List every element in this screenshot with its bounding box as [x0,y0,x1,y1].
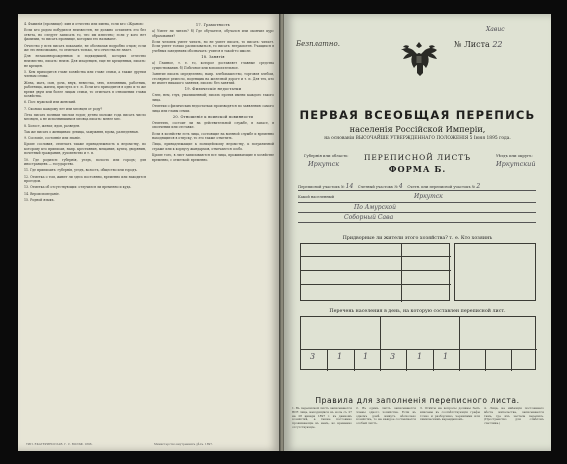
table-rule [301,284,451,285]
household-info-table [300,243,450,301]
instruction-paragraph: Лета писать полным числом годов; детям моложе года писать число месяцев, а не исполнившимся месяца писать: менее мес. [24,112,146,122]
instruction-paragraph: 10. Где родился: губернія, уездъ, волость или городъ; для иностранцевъ — государство. [24,157,146,167]
instruction-paragraph: 13. Отметка об отсутствующих: отлучился ли временно и куда. [24,185,132,190]
instruction-paragraph: а) Умеет ли читать? б) Где обучается, обучался или окончил курс образования? [152,29,274,38]
table-rule [301,270,451,271]
rules-column: 1. Въ переписной листъ записываются ВСЕ лица, находящіяся въ ночь съ 27 на 28 января 1897 г. въ данномъ хозяйствѣ, а также постоянно проживающіе въ немъ, но временно отсутствующіе. [292,407,352,429]
table-rule [459,317,460,371]
table-rule [327,349,328,371]
counting-district-label: Счетный участокъ № [357,185,398,189]
house-value: Соборный Сава [344,214,394,221]
instruction-paragraph: 5. Кем приходится главе хозяйства или главе семьи, а также другим членам семьи. [24,69,146,79]
instruction-paragraph: 11. Где приписанъ: губернія, уездъ, волость, общество или городъ. [24,168,138,173]
instruction-paragraph: Кроме сословия, отмечать также принадлежность к ведомству, по которому кто приписан, напр. крестьянин, мещанин, купец, дворянин, почетный гражданин, духовенство и т. п. [24,142,146,156]
table-2-caption: Перечень населения в день, на которую составлен переписной лист. [329,309,506,314]
left-page-footer-left: ТИП. ЕКАТЕРИНОСЛАВ. Г. С. ВОЛЬФ. 1896. [26,442,93,446]
census-district-label: Переписной участокъ № [298,185,345,189]
census-form-page [284,14,551,451]
count-value: 1 [443,352,449,361]
settlement-label: Какой населенный [298,195,335,199]
table-rule [354,349,355,371]
section-heading: 18. Занятія [201,55,225,60]
document-subtitle: населенія Россійской Имперіи, [349,124,486,134]
instruction-paragraph: Жена, мать, сын, дочь, внук, невестка, зять, племянник, работник, работница, жилец, прислуга и т. п. Если кто приходится в одно и то же время двум или более лицам семьи, то отмечать в отношении главы хозяйства. [24,80,146,99]
instruction-paragraph: 12. Отметка о том, живет ли здесь постоянно, временно или находится проездом. [24,174,146,184]
instruction-paragraph: 6. Пол: мужской или женский. [24,100,77,105]
handwritten-top-note: Хавис [486,26,505,33]
left-page-column-1 [24,22,146,442]
instruction-paragraph: 4. Фамилія (прозвище): имя и отчество или имена, если кто «Жданов» [24,22,144,26]
instruction-paragraph: 9. Сословіе, состояніе или званіе. [24,136,81,140]
instruction-paragraph: Отчество у всех писать показаніе, не обозначая подробно отцов; если же это невозможно, то отмечать только, что отчества не знает. [24,43,146,53]
table-rule [301,349,537,350]
rule-line [298,202,536,203]
table-rule [401,244,402,302]
instruction-paragraph: 8. Холост, женат, вдов, разведен. [24,123,81,128]
street-value: По Амурской [354,204,397,211]
sheet-number-label: № Листа [454,40,490,49]
census-district-line [298,183,538,190]
form-type-heading: ФОРМА Б. [388,164,447,174]
left-page [18,14,281,451]
district-label: Уѣздъ или округъ: [496,153,533,158]
notes-box [454,243,536,301]
census-sheet-heading: ПЕРЕПИСНОЙ ЛИСТЪ [363,153,472,162]
governorate-label: Губернія или область: [304,153,349,158]
instruction-paragraph: Если в хозяйстве есть лица, состоящие на военной службе и временно находящиеся в отпуску, то это также отметить. [152,131,274,141]
section-heading: 19. Физическіе недостатки [184,87,242,92]
district-value: Иркутский [496,160,536,168]
instruction-paragraph: 14. Вероисповеданіе. [24,191,60,196]
rule-line [298,222,536,223]
instruction-paragraph: Отметить, состоит ли на действительной службе, в запасе, в ополчении или отставке. [152,120,274,130]
document-title: ПЕРВАЯ ВСЕОБЩАЯ ПЕРЕПИСЬ [299,108,536,122]
left-page-footer-right: Министерство внутреннихъ дѣлъ. 1897. [154,442,213,446]
left-page-text [24,22,275,442]
rules-title: Правила для заполненія переписного листа. [315,396,520,405]
instruction-paragraph: 7. Сколько каждому лет или месяцев от роду? [24,106,103,111]
counting-district-value: 4 [398,183,403,190]
table-rule [433,349,434,371]
table-rule [380,317,381,371]
instruction-paragraph: Если человек умеет читать, но не умеет писать, то писать: читает. Если умеет только расписываться, то писать: неграмотен. Учащихся в учебных заведениях обозначать: учится в такой-то школе. [152,39,274,53]
table-rule [511,349,512,371]
table-rule [485,349,486,371]
secondary-district-value: 2 [476,183,481,190]
left-page-column-2 [152,22,274,442]
section-heading: 20. Отношеніе к воинской повинности [172,114,254,119]
sheet-number-value: 22 [492,40,503,49]
rule-line [298,212,536,213]
section-heading: 17. Грамотность [195,23,231,27]
count-value: 1 [417,352,423,361]
instruction-paragraph: Слеп, нем, глух, умалишенный; писать против имени каждого такого лица. [152,93,274,102]
count-value: 1 [337,352,343,361]
rules-column: 4. Лица, не имѣющія постояннаго мѣста жительства, записываются тамъ, где ихъ застала перепись. (Пространство для отмѣтокъ счетчика.) [484,407,544,426]
legal-basis-line: на основаніи ВЫСОЧАЙШЕ УТВЕРЖДЕННАГО ПОЛОЖЕНІЯ 5 Іюня 1895 года. [324,136,511,141]
population-count-table [300,316,536,370]
count-value: 3 [390,352,396,361]
table-rule [301,256,451,257]
rules-column: 3. Отвѣты на вопросы должны быть вписаны въ соотвѣтствующія графы точно и разборчиво, чернилами или химическимъ карандашомъ. [420,407,480,422]
settlement-value: Иркутск [414,193,443,200]
instruction-paragraph: Лица, принадлежащие к полицейскому ведомству, к пограничной страже или к корпусу жандармов, отмечаются особо. [152,142,274,152]
governorate-value: Иркутск [308,160,340,168]
instruction-paragraph: Если кто родом побудился неизвестен, не должно оставлять это без ответа, но следует записать то, что им известно; если у кого нет фамилии, то писать прозвище, которым его называют. [24,28,146,42]
table-rule [406,349,407,371]
census-district-value: 14 [345,183,354,190]
count-value: 1 [363,352,369,361]
sheet-number [454,40,503,49]
instruction-paragraph: а) Главное, т. е. то, которое доставляет главные средства существования. б) Побочное или вспомогательное. [152,61,274,70]
instruction-paragraph: Кроме того, в лист записываются все лица, проживающие в хозяйстве временно, с отметкой: временно. [152,153,274,162]
double-headed-eagle-emblem [395,36,443,82]
rule-line [298,190,536,191]
secondary-district-label: Счетн. или переписной участокъ № [407,185,476,189]
free-of-charge-label: Безплатно. [296,40,340,48]
instruction-paragraph: Так же писать о женщинах: девица, замужняя, вдова, разведенная. [24,129,139,134]
instruction-paragraph: 15. Родной языкъ. [24,197,55,202]
instruction-paragraph: Для незаконнорожденных и подкидышей, которых отчество неизвестно, писать: неизв. Для младенцев, еще не крещенных, писать: не крещен. [24,54,146,68]
rules-column: 2. Въ одинъ листъ записываются члены одного хозяйства. Если въ одномъ домѣ живутъ нѣсколько хозяйствъ, то на каждое составляется особый листъ. [356,407,416,426]
table-1-caption: Придворные ли жители этого хозяйства? т. е. Кто хозяинъ [342,236,493,241]
instruction-paragraph: Отметки о физических недостатках производятся по заявлению самого лица или главы семьи. [152,104,274,113]
instruction-paragraph: Занятие писать определенно, напр. хлебопашество, торговля хлебом, столярное ремесло, поденщик на железной дороге и т. п. Для тех, кто не имеет никакого занятия, писать: без занятий. [152,71,274,86]
count-value: 3 [310,352,316,361]
